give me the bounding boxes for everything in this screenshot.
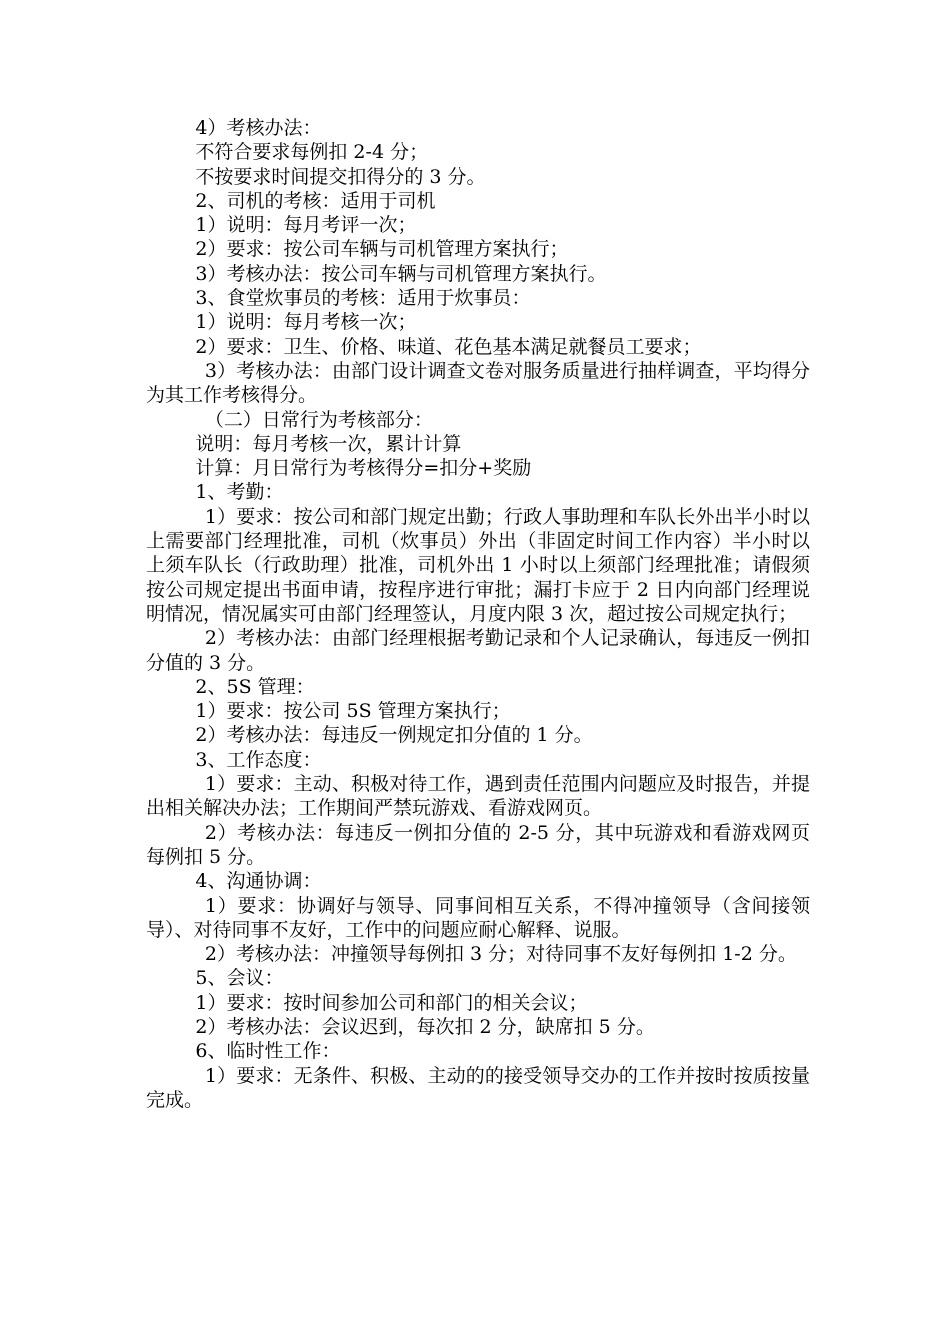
paragraph: 不符合要求每例扣 2-4 分； [195,141,429,164]
paragraph: 3、工作态度： [195,748,322,771]
paragraph: 3）考核办法：由部门设计调查文卷对服务质量进行抽样调查，平均得分为其工作考核得分。 [146,359,810,407]
paragraph: 6、临时性工作： [195,1040,341,1063]
paragraph: 2）考核办法：冲撞领导每例扣 3 分；对待同事不友好每例扣 1-2 分。 [204,943,797,966]
paragraph: 2）考核办法：由部门经理根据考勤记录和个人记录确认，每违反一例扣分值的 3 分。 [146,627,810,674]
paragraph: 3、食堂炊事员的考核：适用于炊事员： [195,287,531,310]
paragraph: 1）要求：按时间参加公司和部门的相关会议； [195,991,588,1014]
paragraph: 1）说明：每月考评一次； [195,214,417,237]
document-body [146,116,810,1112]
paragraph: 1）要求：无条件、积极、主动的的接受领导交办的工作并按时按质按量完成。 [146,1064,810,1111]
paragraph: 2）考核办法：会议迟到，每次扣 2 分，缺席扣 5 分。 [195,1015,655,1038]
paragraph: 2、5S 管理： [195,675,315,698]
paragraph: 说明：每月考核一次，累计计算 [195,432,462,455]
paragraph: 5、会议： [195,967,284,990]
paragraph: 1）要求：主动、积极对待工作，遇到责任范围内问题应及时报告，并提出相关解决办法；工作期间严禁玩游戏、看游戏网页。 [146,773,810,820]
paragraph: 不按要求时间提交扣得分的 3 分。 [195,165,486,188]
paragraph: 1）说明：每月考核一次； [195,311,417,334]
paragraph: 2、司机的考核：适用于司机 [195,189,436,212]
paragraph: 1）要求：按公司 5S 管理方案执行； [195,700,511,723]
paragraph: 2）要求：按公司车辆与司机管理方案执行； [195,238,569,261]
paragraph: 计算：月日常行为考核得分=扣分+奖励 [195,457,532,480]
paragraph: 1）要求：按公司和部门规定出勤；行政人事助理和车队长外出半小时以上需要部门经理批准，司机（炊事员）外出（非固定时间工作内容）半小时以上须车队长（行政助理）批准，司机外出 1 小时以上须部门经理批准；请假须按公司规定提出书面申请，按程序进行审批；漏打卡应于 2 日内向部门经理说明情况，情况属实可由部门经理签认，月度内限 3 次，超过按公司规定执行； [146,505,810,625]
paragraph: 1、考勤： [195,481,284,504]
paragraph: 3）考核办法：按公司车辆与司机管理方案执行。 [195,262,607,285]
paragraph: 1）要求：协调好与领导、同事间相互关系，不得冲撞领导（含间接领导）、对待同事不友好，工作中的问题应耐心解释、说服。 [146,894,810,941]
paragraph: 4）考核办法： [195,117,322,139]
paragraph: 2）要求：卫生、价格、味道、花色基本满足就餐员工要求； [195,335,702,358]
paragraph: 4、沟通协调： [195,870,322,893]
paragraph: 2）考核办法：每违反一例规定扣分值的 1 分。 [195,724,593,747]
section-heading: （二）日常行为考核部分： [204,408,433,431]
paragraph: 2）考核办法：每违反一例扣分值的 2-5 分，其中玩游戏和看游戏网页每例扣 5 分。 [146,821,810,868]
